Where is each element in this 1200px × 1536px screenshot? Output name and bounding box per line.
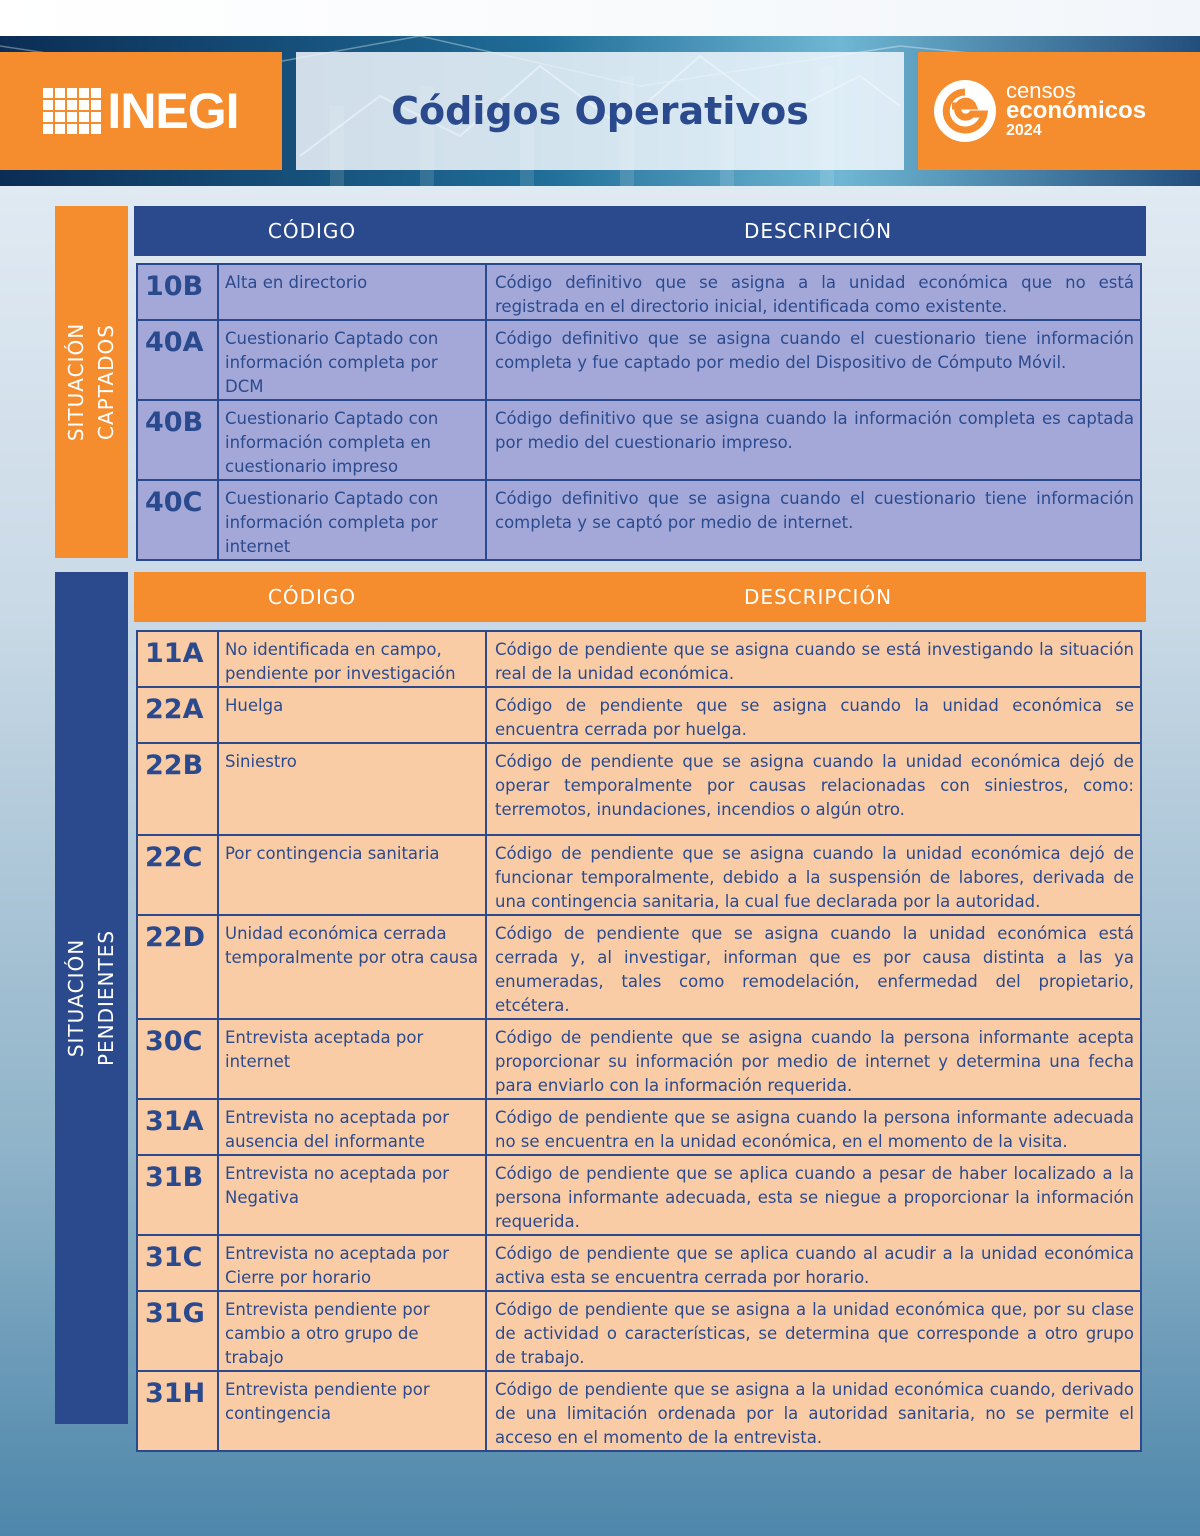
description-cell: Código de pendiente que se asigna cuando la unidad económica se encuentra cerrada por huelga. — [486, 687, 1141, 743]
description-cell: Código de pendiente que se asigna a la unidad económica que, por su clase de actividad o características, se determina que corresponde a otro grupo de trabajo. — [486, 1291, 1141, 1371]
name-cell: Cuestionario Captado con información completa por internet — [218, 480, 486, 560]
censos-line1: censos — [1006, 78, 1076, 103]
code-cell: 31C — [137, 1235, 218, 1291]
side-label-line1: SITUACIÓN — [64, 938, 89, 1058]
code-cell: 31B — [137, 1155, 218, 1235]
table-row — [137, 915, 1141, 1019]
code-cell: 30C — [137, 1019, 218, 1099]
description-cell: Código de pendiente que se aplica cuando al acudir a la unidad económica activa esta se encuentra cerrada por horario. — [486, 1235, 1141, 1291]
inegi-grid-icon — [43, 88, 101, 134]
table-row — [137, 1019, 1141, 1099]
name-cell: Huelga — [218, 687, 486, 743]
table-header-pendientes — [134, 572, 1146, 622]
name-cell: Cuestionario Captado con información completa en cuestionario impreso — [218, 400, 486, 480]
table-row — [137, 400, 1141, 480]
title-panel — [296, 52, 904, 170]
page-title: Códigos Operativos — [391, 89, 809, 133]
code-cell: 31G — [137, 1291, 218, 1371]
name-cell: Entrevista no aceptada por Negativa — [218, 1155, 486, 1235]
column-header-code: CÓDIGO — [267, 219, 357, 243]
description-cell: Código de pendiente que se asigna cuando la unidad económica dejó de funcionar temporalmente, debido a la suspensión de labores, derivada de una contingencia sanitaria, la cual fue declarada por la autoridad. — [486, 835, 1141, 915]
side-label-captados — [55, 206, 128, 558]
table-row — [137, 1235, 1141, 1291]
table-row — [137, 264, 1141, 320]
description-cell: Código de pendiente que se asigna cuando la persona informante adecuada no se encuentra en la unidad económica, en el momento de la visita. — [486, 1099, 1141, 1155]
table-row — [137, 631, 1141, 687]
description-cell: Código definitivo que se asigna a la unidad económica que no está registrada en el directorio inicial, identificada como existente. — [486, 264, 1141, 320]
description-cell: Código de pendiente que se asigna cuando se está investigando la situación real de la unidad económica. — [486, 631, 1141, 687]
censos-e-icon — [932, 78, 998, 144]
censos-line3: 2024 — [1006, 122, 1042, 139]
code-cell: 22C — [137, 835, 218, 915]
name-cell: Unidad económica cerrada temporalmente por otra causa — [218, 915, 486, 1019]
name-cell: Entrevista no aceptada por Cierre por horario — [218, 1235, 486, 1291]
code-cell: 40B — [137, 400, 218, 480]
censos-logo-box — [918, 52, 1200, 170]
table-row — [137, 320, 1141, 400]
name-cell: Entrevista no aceptada por ausencia del informante — [218, 1099, 486, 1155]
side-label-line2: CAPTADOS — [94, 324, 119, 440]
column-header-description: DESCRIPCIÓN — [743, 585, 893, 609]
table-row — [137, 687, 1141, 743]
inegi-logo — [43, 82, 238, 140]
table-row — [137, 1291, 1141, 1371]
censos-line2: económicos — [1006, 97, 1147, 124]
code-cell: 22A — [137, 687, 218, 743]
code-cell: 40A — [137, 320, 218, 400]
inegi-wordmark: INEGI — [107, 83, 239, 139]
table-row — [137, 835, 1141, 915]
name-cell: No identificada en campo, pendiente por investigación — [218, 631, 486, 687]
side-label-pendientes — [55, 572, 128, 1424]
column-header-description: DESCRIPCIÓN — [743, 219, 893, 243]
description-cell: Código de pendiente que se asigna cuando la unidad económica dejó de operar temporalmente por causas relacionadas con siniestros, como: terremotos, inundaciones, incendios o algún otro. — [486, 743, 1141, 835]
column-header-code: CÓDIGO — [267, 585, 357, 609]
inegi-logo-box — [0, 52, 282, 170]
table-pendientes — [136, 630, 1142, 1452]
code-cell: 31H — [137, 1371, 218, 1451]
name-cell: Alta en directorio — [218, 264, 486, 320]
table-captados — [136, 263, 1142, 561]
name-cell: Entrevista pendiente por contingencia — [218, 1371, 486, 1451]
code-cell: 22B — [137, 743, 218, 835]
description-cell: Código definitivo que se asigna cuando el cuestionario tiene información completa y fue captado por medio del Dispositivo de Cómputo Móvil. — [486, 320, 1141, 400]
side-label-line1: SITUACIÓN — [64, 322, 89, 442]
side-label-line2: PENDIENTES — [94, 929, 119, 1067]
code-cell: 11A — [137, 631, 218, 687]
table-row — [137, 1099, 1141, 1155]
code-cell: 40C — [137, 480, 218, 560]
code-cell: 22D — [137, 915, 218, 1019]
censos-wordmark — [1006, 78, 1147, 141]
table-header-captados — [134, 206, 1146, 256]
description-cell: Código de pendiente que se asigna cuando la unidad económica está cerrada y, al investigar, informan que es por causa distinta a las ya enumeradas, tales como remodelación, enfermedad del propietario, etcétera. — [486, 915, 1141, 1019]
table-row — [137, 1155, 1141, 1235]
description-cell: Código de pendiente que se asigna a la unidad económica cuando, derivado de una limitación ordenada por la autoridad sanitaria, no se permite el acceso en el momento de la entrevista. — [486, 1371, 1141, 1451]
name-cell: Siniestro — [218, 743, 486, 835]
description-cell: Código de pendiente que se aplica cuando a pesar de haber localizado a la persona informante adecuada, esta se niegue a proporcionar la información requerida. — [486, 1155, 1141, 1235]
name-cell: Cuestionario Captado con información completa por DCM — [218, 320, 486, 400]
name-cell: Por contingencia sanitaria — [218, 835, 486, 915]
table-row — [137, 480, 1141, 560]
name-cell: Entrevista aceptada por internet — [218, 1019, 486, 1099]
code-cell: 31A — [137, 1099, 218, 1155]
top-strip — [0, 0, 1200, 36]
code-cell: 10B — [137, 264, 218, 320]
name-cell: Entrevista pendiente por cambio a otro grupo de trabajo — [218, 1291, 486, 1371]
table-row — [137, 743, 1141, 835]
description-cell: Código definitivo que se asigna cuando el cuestionario tiene información completa y se captó por medio de internet. — [486, 480, 1141, 560]
table-row — [137, 1371, 1141, 1451]
description-cell: Código definitivo que se asigna cuando la información completa es captada por medio del cuestionario impreso. — [486, 400, 1141, 480]
description-cell: Código de pendiente que se asigna cuando la persona informante acepta proporcionar su información por medio de internet y determina una fecha para enviarlo con la información requerida. — [486, 1019, 1141, 1099]
